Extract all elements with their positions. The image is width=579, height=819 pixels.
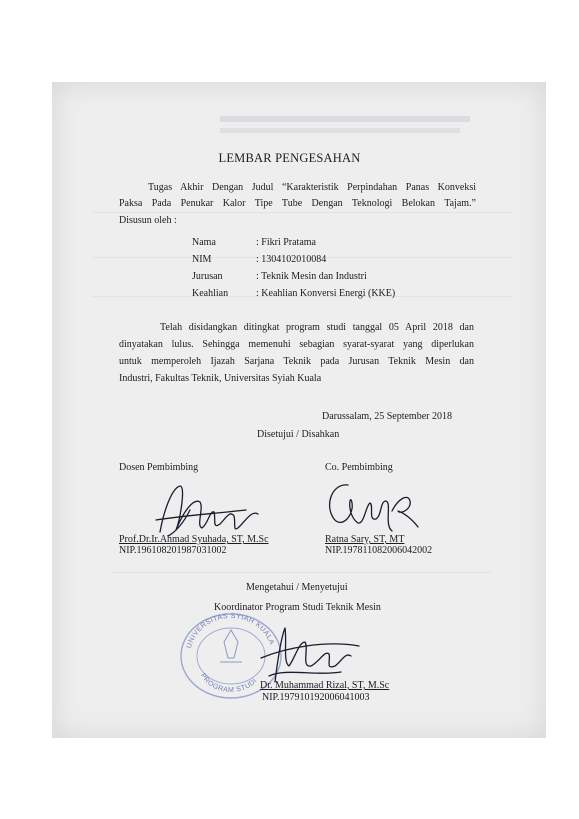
supervisor1-nip: NIP.196108201987031002 (119, 545, 227, 556)
stamp-outer-text: UNIVERSITAS SYIAH KUALA (185, 612, 276, 650)
svg-text:PROGRAM STUDI (199, 672, 259, 694)
field-label-jurusan: Jurusan (192, 271, 223, 282)
paragraph2-line4: Industri, Fakultas Teknik, Universitas Syiah Kuala (119, 373, 322, 384)
paragraph2-line2: dinyatakan lulus. Sehingga memenuhi sebagian syarat-syarat yang diperlukan (119, 339, 474, 350)
place-date: Darussalam, 25 September 2018 (322, 411, 452, 422)
paragraph1-line3: Disusun oleh : (119, 215, 177, 226)
field-label-keahlian: Keahlian (192, 288, 229, 299)
supervisor1-signature-icon (150, 480, 270, 540)
acknowledge-label: Mengetahui / Menyetujui (246, 582, 348, 593)
field-label-nama: Nama (192, 237, 216, 248)
supervisor2-role: Co. Pembimbing (325, 462, 393, 473)
coordinator-role: Koordinator Program Studi Teknik Mesin (214, 602, 381, 613)
coordinator-nip: NIP.197910192006041003 (262, 692, 370, 703)
supervisor2-signature-icon (318, 475, 428, 535)
supervisor1-name: Prof.Dr.Ir.Ahmad Syuhada, ST, M.Sc (119, 534, 269, 545)
supervisor1-role: Dosen Pembimbing (119, 462, 199, 473)
approval-label: Disetujui / Disahkan (257, 429, 340, 440)
paragraph2-line1: Telah disidangkan ditingkat program studi tanggal 05 April 2018 dan (160, 322, 474, 333)
supervisor2-nip: NIP.197811082006042002 (325, 545, 433, 556)
supervisor2-name: Ratna Sary, ST, MT (325, 534, 405, 545)
paragraph1-line1: Tugas Akhir Dengan Judul “Karakteristik Perpindahan Panas Konveksi (148, 182, 476, 193)
stamp-inner-text: PROGRAM STUDI (198, 672, 259, 695)
field-label-nim: NIM (192, 254, 212, 265)
document-title: LEMBAR PENGESAHAN (218, 151, 361, 165)
paragraph2-line3: untuk memperoleh Ijazah Sarjana Teknik pada Jurusan Teknik Mesin dan (119, 356, 474, 367)
field-value-jurusan: : Teknik Mesin dan Industri (256, 271, 367, 282)
field-value-nama: : Fikri Pratama (256, 237, 316, 248)
paragraph1-line2: Paksa Pada Penukar Kalor Tipe Tube Dengan Teknologi Belokan Tajam.” (119, 198, 476, 209)
field-value-nim: : 1304102010084 (256, 254, 327, 265)
coordinator-name: Dr. Muhammad Rizal, ST, M.Sc (260, 680, 390, 691)
field-value-keahlian: : Keahlian Konversi Energi (KKE) (256, 288, 396, 299)
